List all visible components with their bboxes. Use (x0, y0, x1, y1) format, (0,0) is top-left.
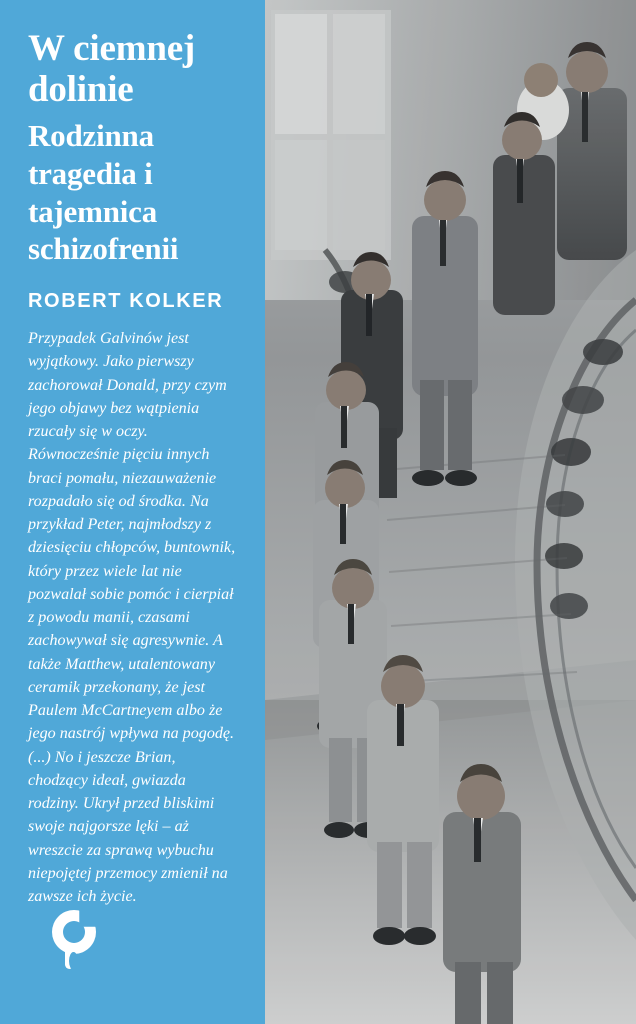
publisher-logo-icon (52, 910, 98, 972)
staircase-family-photo-illustration (265, 0, 636, 1024)
cover-text-panel (0, 0, 265, 1024)
book-title: W ciemnej dolinie (28, 28, 196, 111)
book-subtitle: Rodzinna tragedia i tajemnica schizofrenii (28, 117, 179, 267)
book-author: ROBERT KOLKER (28, 290, 224, 313)
cover-blurb: Przypadek Galvinów jest wyjątkowy. Jako pierwszy zachorował Donald, przy czym jego objawy bez wątpienia rzucały się w oczy. Równocześnie pięciu innych braci pomału, niezauważenie rozpadało się od środka. Na przykład Peter, najmłodszy z dziesięciu chłopców, buntownik, który przez wiele lat nie pozwalał sobie pomóc i cierpiał z powodu manii, czasami zachowywał się agresywnie. A także Matthew, utalentowany ceramik przekonany, że jest Paulem McCartneyem albo że jego nastrój wpływa na pogodę. (...) No i jeszcze Brian, chodzący ideał, gwiazda rodziny. Ukrył przed bliskimi swoje najgorsze lęki – aż wreszcie za sprawą wybuchu niepojętej przemocy zmienił na zawsze ich życie. (28, 330, 236, 906)
cover-photograph (265, 0, 636, 1024)
